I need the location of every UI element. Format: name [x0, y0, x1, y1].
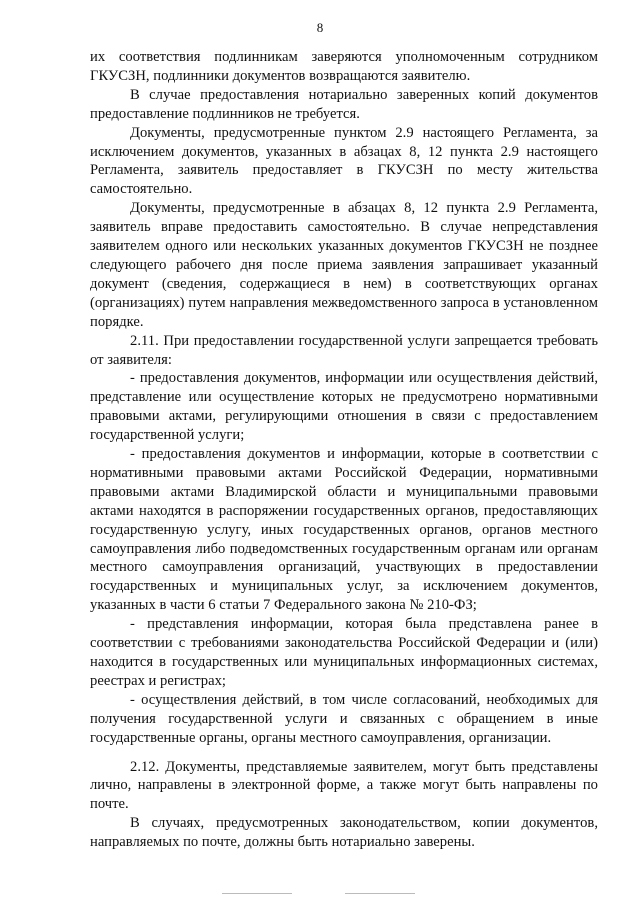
- paragraph: Документы, предусмотренные пунктом 2.9 настоящего Регламента, за исключением документов, указанных в абзацах 8, 12 пункта 2.9 настоящего Регламента, заявитель предоставляет в ГКУСЗН по месту жительства самостоятельно.: [90, 124, 598, 198]
- paragraph: Документы, предусмотренные в абзацах 8, 12 пункта 2.9 Регламента, заявитель вправе предоставить самостоятельно. В случае непредставления заявителем одного или нескольких указанных документов ГКУСЗН не позднее следующего рабочего дня после приема заявления запрашивает указанный документ (сведения, содержащиеся в нем) в соответствующих органах (организациях) путем направления межведомственного запроса в установленном порядке.: [90, 200, 598, 330]
- list-item: - предоставления документов, информации или осуществления действий, представление или осуществление которых не предусмотрено нормативными правовыми актами, регулирующими отношения в связи с предоставлением государственной услуги;: [90, 370, 598, 444]
- paragraph: их соответствия подлинникам заверяются уполномоченным сотрудником ГКУСЗН, подлинники документов возвращаются заявителю.: [90, 49, 598, 84]
- paragraph: В случаях, предусмотренных законодательством, копии документов, направляемых по почте, должны быть нотариально заверены.: [90, 815, 598, 851]
- section-2-11-paragraph: 2.11. При предоставлении государственной услуги запрещается требовать от заявителя:: [90, 332, 598, 368]
- list-item: - представления информации, которая была представлена ранее в соответствии с требованиями законодательства Российской Федерации и (или) находится в государственных или муниципальных информационных системах, реестрах и регистрах;: [90, 616, 598, 689]
- list-item: - предоставления документов и информации, которые в соответствии с нормативными правовыми актами Российской Федерации, нормативными правовыми актами Владимирской области и муниципальными правовыми актами находятся в распоряжении государственных органов, предоставляющих государственную услугу, иных государственных органов, органов местного самоуправления либо подведомственных государственным органам или органам местного самоуправления организаций, участвующих в предоставлении государственных и муниципальных услуг, за исключением документов, указанных в части 6 статьи 7 Федерального закона № 210-ФЗ;: [90, 446, 598, 614]
- page-number: 8: [316, 20, 324, 35]
- section-2-12-paragraph: 2.12. Документы, представляемые заявителем, могут быть представлены лично, направлены в электронной форме, а также могут быть направлены по почте.: [90, 758, 598, 813]
- document-body: [90, 48, 598, 852]
- list-item: - осуществления действий, в том числе согласований, необходимых для получения государственной услуги и связанных с обращением в иные государственные органы, органы местного самоуправления, организации.: [90, 691, 598, 746]
- footer-scan-lines: [0, 893, 640, 895]
- paragraph: В случае предоставления нотариально заверенных копий документов предоставление подлинников не требуется.: [90, 86, 598, 122]
